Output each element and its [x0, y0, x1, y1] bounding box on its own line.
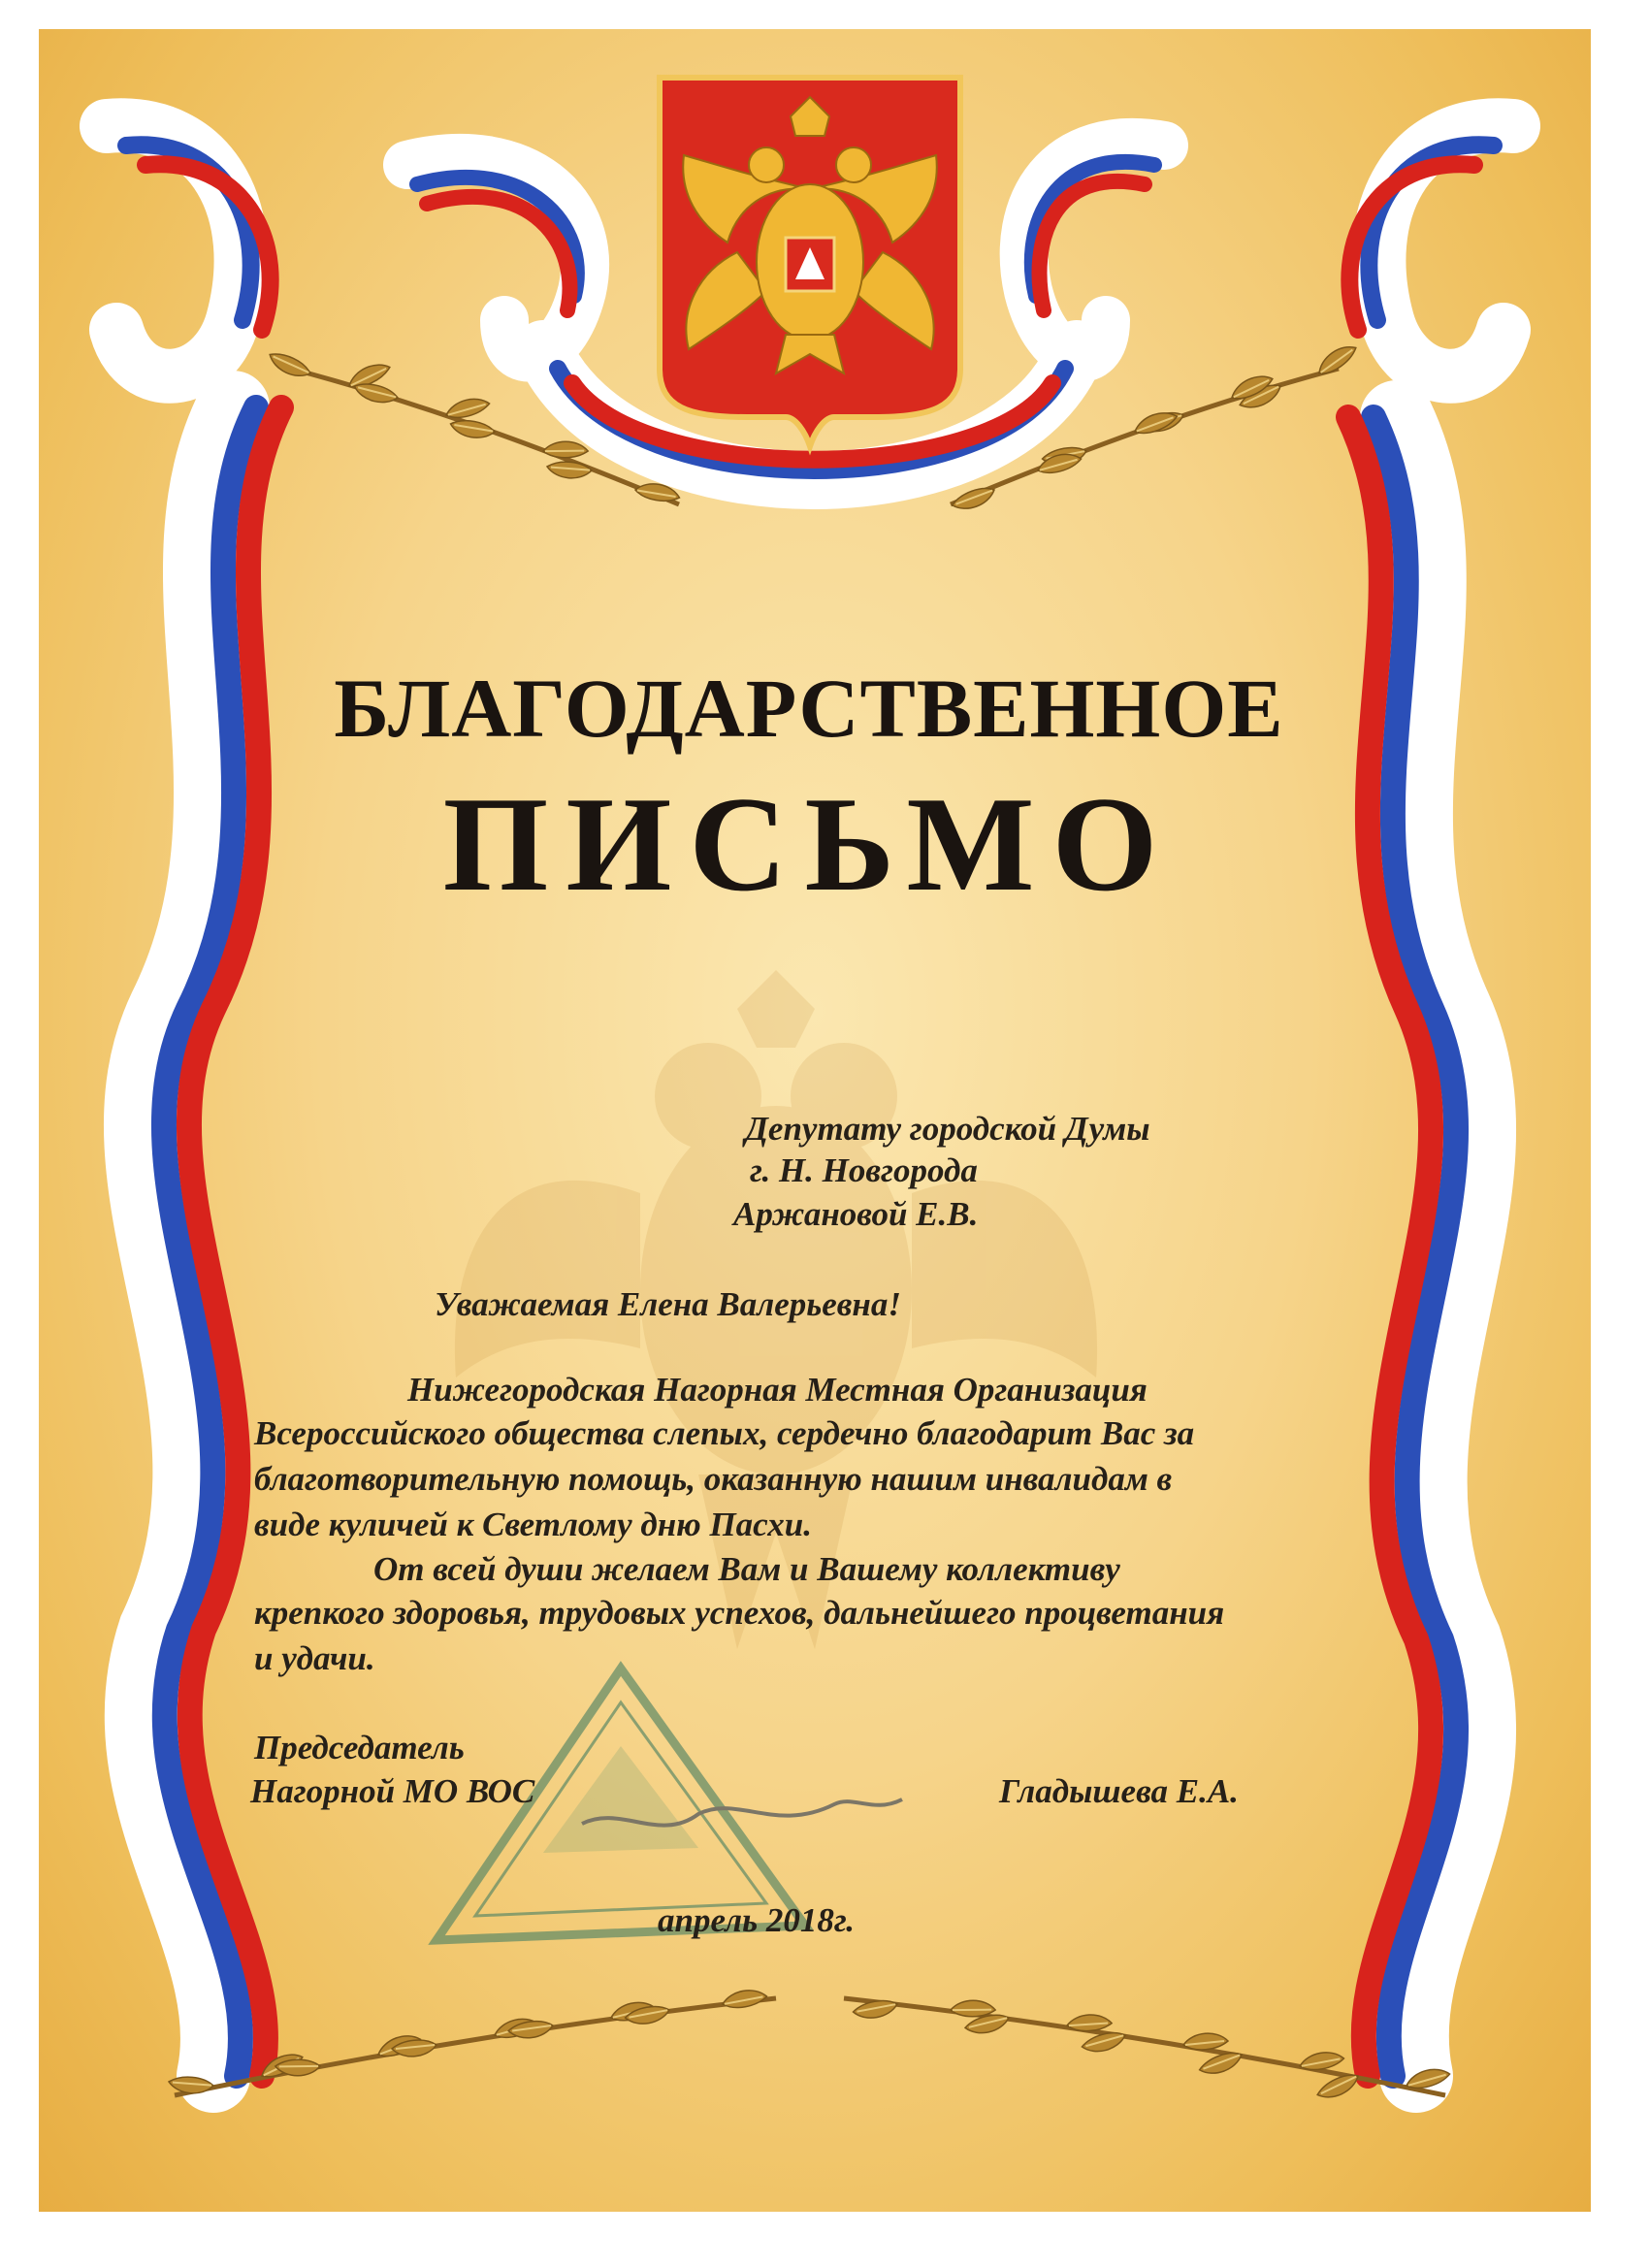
body-line: благотворительную помощь, оказанную нашим инвалидам в — [254, 1460, 1173, 1498]
signer-position-line-1: Председатель — [254, 1729, 465, 1766]
greeting: Уважаемая Елена Валерьевна! — [435, 1285, 901, 1323]
body-line: Всероссийского общества слепых, сердечно благодарит Вас за — [254, 1414, 1195, 1452]
signer-name: Гладышева Е.А. — [999, 1772, 1239, 1810]
body-line: Нижегородская Нагорная Местная Организация — [407, 1371, 1148, 1409]
signer-position-line-2: Нагорной МО ВОС — [250, 1772, 535, 1810]
body-line: От всей души желаем Вам и Вашему коллективу — [373, 1550, 1120, 1588]
body-line: и удачи. — [254, 1639, 375, 1677]
date: апрель 2018г. — [658, 1901, 856, 1939]
addressee-line-2: г. Н. Новгорода — [750, 1151, 978, 1189]
addressee-line-3: Аржановой Е.В. — [733, 1195, 979, 1233]
coat-of-arms-icon — [660, 78, 960, 446]
addressee-line-1: Депутату городской Думы — [745, 1110, 1150, 1148]
body-line: виде куличей к Светлому дню Пасхи. — [254, 1506, 812, 1543]
title-line-1: БЛАГОДАРСТВЕННОЕ — [334, 662, 1284, 755]
body-line: крепкого здоровья, трудовых успехов, дальнейшего процветания — [254, 1594, 1225, 1632]
title-line-2: ПИСЬМО — [442, 769, 1176, 920]
